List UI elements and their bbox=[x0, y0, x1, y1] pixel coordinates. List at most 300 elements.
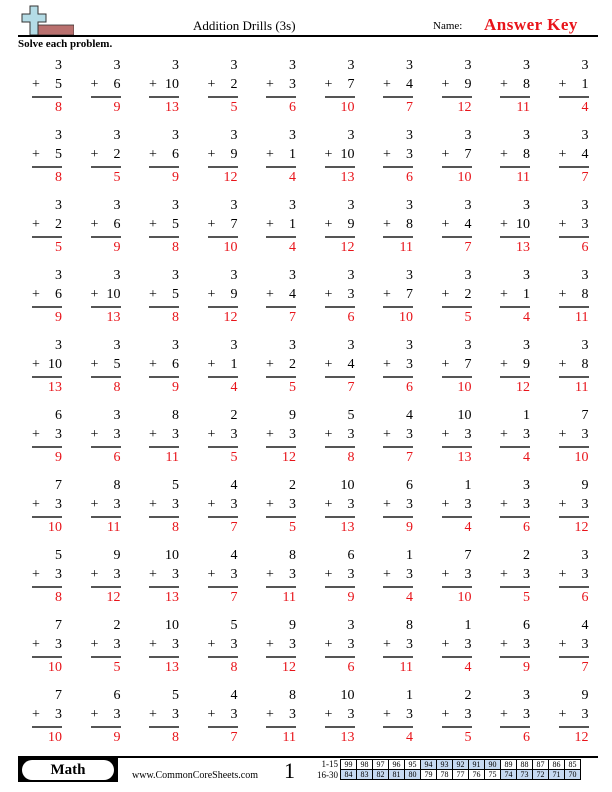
score-cell: 99 bbox=[341, 760, 357, 770]
addition-problem bbox=[208, 268, 238, 336]
operator: + bbox=[383, 217, 391, 232]
score-row bbox=[341, 770, 581, 780]
operator: + bbox=[324, 287, 333, 302]
top-number: 3 bbox=[347, 618, 355, 633]
addend: 5 bbox=[55, 147, 62, 162]
addition-problem bbox=[266, 688, 296, 756]
addend: 1 bbox=[230, 357, 238, 372]
operator: + bbox=[558, 147, 567, 162]
sum-line bbox=[149, 166, 179, 168]
operator: + bbox=[32, 707, 40, 722]
addend: 3 bbox=[347, 427, 355, 442]
addition-problem bbox=[383, 198, 413, 266]
addend: 3 bbox=[347, 567, 355, 582]
answer: 5 bbox=[230, 450, 238, 465]
sum-line bbox=[559, 96, 589, 98]
addition-problem bbox=[208, 128, 238, 196]
top-number: 3 bbox=[581, 58, 589, 73]
sum-line bbox=[500, 656, 530, 658]
answer: 4 bbox=[406, 590, 413, 605]
problem-row bbox=[18, 478, 598, 548]
score-cell: 76 bbox=[469, 770, 485, 780]
addition-problem bbox=[208, 478, 238, 546]
answer: 6 bbox=[523, 520, 530, 535]
top-number: 5 bbox=[230, 618, 238, 633]
operator: + bbox=[149, 707, 157, 722]
sum-line bbox=[91, 236, 121, 238]
addend: 1 bbox=[289, 147, 296, 162]
addition-problem bbox=[149, 58, 179, 126]
sum-line bbox=[149, 586, 179, 588]
answer: 9 bbox=[406, 520, 413, 535]
answer: 7 bbox=[581, 170, 589, 185]
addend: 3 bbox=[523, 427, 530, 442]
answer: 9 bbox=[172, 170, 179, 185]
operator: + bbox=[90, 287, 99, 302]
addition-problem bbox=[500, 618, 530, 686]
answer: 8 bbox=[172, 730, 179, 745]
sum-line bbox=[442, 376, 472, 378]
addend: 4 bbox=[289, 287, 296, 302]
addend: 3 bbox=[55, 427, 62, 442]
top-number: 4 bbox=[230, 688, 238, 703]
addition-problem bbox=[325, 268, 355, 336]
page-number: 1 bbox=[284, 758, 295, 783]
addend: 3 bbox=[464, 637, 472, 652]
addend: 3 bbox=[464, 567, 472, 582]
top-number: 6 bbox=[523, 618, 530, 633]
sum-line bbox=[266, 166, 296, 168]
answer: 10 bbox=[48, 520, 62, 535]
score-range-label: 1-15 bbox=[321, 759, 338, 769]
top-number: 9 bbox=[113, 548, 121, 563]
top-number: 10 bbox=[340, 688, 355, 703]
problem-row bbox=[18, 128, 598, 198]
sum-line bbox=[442, 656, 472, 658]
addition-problem bbox=[208, 198, 238, 266]
answer: 10 bbox=[457, 590, 472, 605]
sum-line bbox=[442, 446, 472, 448]
sum-line bbox=[383, 446, 413, 448]
sum-line bbox=[442, 726, 472, 728]
top-number: 3 bbox=[523, 58, 530, 73]
sum-line bbox=[208, 376, 238, 378]
top-number: 3 bbox=[581, 128, 589, 143]
operator: + bbox=[500, 427, 508, 442]
sum-line bbox=[266, 236, 296, 238]
operator: + bbox=[558, 287, 567, 302]
top-number: 9 bbox=[289, 618, 296, 633]
sum-line bbox=[149, 236, 179, 238]
addition-problem bbox=[500, 198, 530, 266]
addition-problem bbox=[208, 548, 238, 616]
operator: + bbox=[500, 567, 508, 582]
operator: + bbox=[324, 567, 333, 582]
addend: 3 bbox=[55, 637, 62, 652]
addition-problem bbox=[32, 618, 62, 686]
score-cell: 80 bbox=[405, 770, 421, 780]
answer: 5 bbox=[464, 730, 472, 745]
operator: + bbox=[149, 147, 157, 162]
addend: 2 bbox=[289, 357, 296, 372]
sum-line bbox=[383, 656, 413, 658]
operator: + bbox=[32, 637, 40, 652]
top-number: 3 bbox=[113, 128, 121, 143]
top-number: 3 bbox=[113, 408, 121, 423]
addend: 3 bbox=[406, 707, 413, 722]
score-cell: 98 bbox=[357, 760, 373, 770]
answer: 7 bbox=[406, 100, 413, 115]
addition-problem bbox=[32, 128, 62, 196]
addend: 3 bbox=[289, 637, 296, 652]
addend: 5 bbox=[172, 287, 179, 302]
operator: + bbox=[324, 77, 333, 92]
operator: + bbox=[324, 357, 333, 372]
top-number: 3 bbox=[581, 268, 589, 283]
addend: 4 bbox=[464, 217, 472, 232]
sum-line bbox=[91, 376, 121, 378]
score-cell: 92 bbox=[453, 760, 469, 770]
answer: 9 bbox=[172, 380, 179, 395]
top-number: 8 bbox=[406, 618, 413, 633]
top-number: 3 bbox=[289, 198, 296, 213]
addition-problem bbox=[208, 58, 238, 126]
addend: 3 bbox=[230, 567, 238, 582]
operator: + bbox=[32, 287, 40, 302]
addition-problem bbox=[208, 338, 238, 406]
top-number: 3 bbox=[347, 338, 355, 353]
top-number: 3 bbox=[230, 58, 238, 73]
answer: 4 bbox=[523, 450, 530, 465]
addend: 3 bbox=[464, 427, 472, 442]
operator: + bbox=[383, 427, 391, 442]
operator: + bbox=[207, 217, 216, 232]
score-cell: 77 bbox=[453, 770, 469, 780]
sum-line bbox=[442, 166, 472, 168]
problem-row bbox=[18, 688, 598, 758]
answer: 8 bbox=[347, 450, 355, 465]
addition-problem bbox=[500, 338, 530, 406]
addition-problem bbox=[383, 548, 413, 616]
operator: + bbox=[383, 287, 391, 302]
addend: 3 bbox=[347, 287, 355, 302]
addend: 9 bbox=[464, 77, 472, 92]
answer: 8 bbox=[172, 520, 179, 535]
operator: + bbox=[558, 357, 567, 372]
operator: + bbox=[207, 637, 216, 652]
sum-line bbox=[325, 586, 355, 588]
answer: 10 bbox=[48, 660, 62, 675]
answer: 10 bbox=[340, 100, 355, 115]
sum-line bbox=[149, 306, 179, 308]
score-cell: 83 bbox=[357, 770, 373, 780]
addition-problem bbox=[266, 338, 296, 406]
answer: 7 bbox=[230, 590, 238, 605]
subject-label: Math bbox=[22, 760, 114, 780]
worksheet-title: Addition Drills (3s) bbox=[193, 18, 296, 33]
addition-problem bbox=[442, 548, 472, 616]
sum-line bbox=[500, 446, 530, 448]
addend: 3 bbox=[113, 567, 121, 582]
addend: 3 bbox=[347, 707, 355, 722]
sum-line bbox=[208, 96, 238, 98]
addition-problem bbox=[325, 338, 355, 406]
operator: + bbox=[324, 427, 333, 442]
top-number: 3 bbox=[55, 128, 62, 143]
addend: 3 bbox=[230, 427, 238, 442]
top-number: 3 bbox=[289, 268, 296, 283]
top-number: 4 bbox=[581, 618, 589, 633]
answer: 10 bbox=[48, 730, 62, 745]
sum-line bbox=[383, 726, 413, 728]
addend: 4 bbox=[406, 77, 413, 92]
addition-problem bbox=[442, 408, 472, 476]
top-number: 10 bbox=[165, 618, 179, 633]
addition-problem bbox=[559, 618, 589, 686]
addend: 6 bbox=[55, 287, 62, 302]
top-number: 3 bbox=[406, 198, 413, 213]
addition-problem bbox=[32, 58, 62, 126]
addition-problem bbox=[442, 478, 472, 546]
operator: + bbox=[207, 287, 216, 302]
addition-problem bbox=[500, 408, 530, 476]
top-number: 8 bbox=[289, 548, 296, 563]
answer: 9 bbox=[347, 590, 355, 605]
answer: 6 bbox=[347, 310, 355, 325]
top-number: 3 bbox=[523, 128, 530, 143]
top-number: 3 bbox=[464, 338, 472, 353]
score-cell: 82 bbox=[373, 770, 389, 780]
operator: + bbox=[324, 217, 333, 232]
answer: 9 bbox=[55, 310, 62, 325]
operator: + bbox=[207, 427, 216, 442]
score-cell: 88 bbox=[517, 760, 533, 770]
addend: 3 bbox=[113, 427, 121, 442]
top-number: 3 bbox=[289, 338, 296, 353]
answer: 9 bbox=[113, 100, 121, 115]
top-number: 9 bbox=[581, 478, 589, 493]
addition-problem bbox=[325, 478, 355, 546]
score-cell: 84 bbox=[341, 770, 357, 780]
operator: + bbox=[149, 357, 157, 372]
operator: + bbox=[558, 427, 567, 442]
operator: + bbox=[383, 707, 391, 722]
top-number: 7 bbox=[55, 688, 62, 703]
sum-line bbox=[559, 166, 589, 168]
top-number: 2 bbox=[523, 548, 530, 563]
sum-line bbox=[442, 586, 472, 588]
addition-problem bbox=[149, 688, 179, 756]
answer: 6 bbox=[113, 450, 121, 465]
top-number: 10 bbox=[165, 548, 179, 563]
addition-problem bbox=[91, 268, 121, 336]
answer: 13 bbox=[165, 660, 179, 675]
addend: 10 bbox=[340, 147, 355, 162]
answer-key-label: Answer Key bbox=[484, 15, 578, 34]
answer: 9 bbox=[523, 660, 530, 675]
operator: + bbox=[558, 77, 567, 92]
answer: 13 bbox=[340, 730, 355, 745]
sum-line bbox=[149, 446, 179, 448]
sum-line bbox=[442, 306, 472, 308]
addend: 8 bbox=[523, 147, 530, 162]
operator: + bbox=[32, 427, 40, 442]
addend: 3 bbox=[230, 497, 238, 512]
sum-line bbox=[32, 586, 62, 588]
answer: 12 bbox=[223, 310, 238, 325]
top-number: 4 bbox=[230, 478, 238, 493]
header-divider bbox=[18, 35, 598, 37]
addition-problem bbox=[383, 58, 413, 126]
answer: 6 bbox=[406, 380, 413, 395]
sum-line bbox=[91, 306, 121, 308]
addend: 6 bbox=[113, 77, 121, 92]
instructions: Solve each problem. bbox=[18, 38, 113, 50]
answer: 8 bbox=[230, 660, 238, 675]
top-number: 2 bbox=[289, 478, 296, 493]
sum-line bbox=[559, 586, 589, 588]
addend: 9 bbox=[230, 287, 238, 302]
addition-problem bbox=[32, 408, 62, 476]
answer: 12 bbox=[223, 170, 238, 185]
addition-problem bbox=[559, 548, 589, 616]
addition-problem bbox=[149, 618, 179, 686]
addend: 10 bbox=[165, 77, 179, 92]
sum-line bbox=[149, 376, 179, 378]
addend: 3 bbox=[347, 637, 355, 652]
addition-problem bbox=[91, 198, 121, 266]
top-number: 6 bbox=[55, 408, 62, 423]
operator: + bbox=[149, 637, 157, 652]
operator: + bbox=[441, 497, 450, 512]
answer: 11 bbox=[399, 660, 413, 675]
addition-problem bbox=[149, 268, 179, 336]
operator: + bbox=[207, 77, 216, 92]
sum-line bbox=[559, 446, 589, 448]
sum-line bbox=[559, 726, 589, 728]
sum-line bbox=[325, 516, 355, 518]
answer: 13 bbox=[48, 380, 62, 395]
answer: 8 bbox=[172, 310, 179, 325]
worksheet-header bbox=[18, 0, 598, 36]
score-cell: 89 bbox=[501, 760, 517, 770]
operator: + bbox=[149, 567, 157, 582]
addend: 1 bbox=[523, 287, 530, 302]
score-row bbox=[341, 760, 581, 770]
answer: 4 bbox=[289, 240, 296, 255]
operator: + bbox=[90, 147, 99, 162]
website-link[interactable]: www.CommonCoreSheets.com bbox=[132, 770, 259, 781]
addition-problem bbox=[383, 128, 413, 196]
operator: + bbox=[500, 637, 508, 652]
operator: + bbox=[558, 637, 567, 652]
addition-problem bbox=[325, 128, 355, 196]
addend: 3 bbox=[55, 567, 62, 582]
sum-line bbox=[266, 446, 296, 448]
addend: 3 bbox=[55, 707, 62, 722]
addition-problem bbox=[149, 198, 179, 266]
addend: 3 bbox=[55, 497, 62, 512]
sum-line bbox=[91, 656, 121, 658]
top-number: 3 bbox=[523, 268, 530, 283]
answer: 5 bbox=[523, 590, 530, 605]
addition-problem bbox=[559, 688, 589, 756]
operator: + bbox=[207, 497, 216, 512]
answer: 6 bbox=[523, 730, 530, 745]
score-cell: 71 bbox=[549, 770, 565, 780]
addition-problem bbox=[442, 688, 472, 756]
answer: 6 bbox=[289, 100, 296, 115]
operator: + bbox=[149, 497, 157, 512]
addition-problem bbox=[91, 338, 121, 406]
addend: 3 bbox=[464, 707, 472, 722]
operator: + bbox=[324, 707, 333, 722]
addition-problem bbox=[32, 478, 62, 546]
problem-row bbox=[18, 618, 598, 688]
addend: 9 bbox=[347, 217, 355, 232]
answer: 13 bbox=[165, 100, 179, 115]
operator: + bbox=[441, 147, 450, 162]
addend: 3 bbox=[581, 427, 589, 442]
sum-line bbox=[559, 656, 589, 658]
addition-problem bbox=[91, 408, 121, 476]
addition-problem bbox=[91, 128, 121, 196]
top-number: 1 bbox=[406, 548, 413, 563]
addition-problem bbox=[559, 198, 589, 266]
addend: 1 bbox=[581, 77, 589, 92]
top-number: 1 bbox=[523, 408, 530, 423]
addend: 10 bbox=[48, 357, 62, 372]
sum-line bbox=[559, 376, 589, 378]
addend: 3 bbox=[289, 77, 296, 92]
addition-problem bbox=[383, 408, 413, 476]
addition-problem bbox=[91, 618, 121, 686]
answer: 4 bbox=[230, 380, 238, 395]
answer: 13 bbox=[340, 170, 355, 185]
sum-line bbox=[91, 96, 121, 98]
answer: 5 bbox=[113, 170, 121, 185]
addend: 2 bbox=[55, 217, 62, 232]
answer: 11 bbox=[575, 380, 589, 395]
score-cell: 85 bbox=[565, 760, 581, 770]
answer: 12 bbox=[282, 660, 296, 675]
sum-line bbox=[91, 166, 121, 168]
addend: 5 bbox=[55, 77, 62, 92]
addition-problem bbox=[325, 198, 355, 266]
addend: 9 bbox=[230, 147, 238, 162]
addend: 7 bbox=[230, 217, 238, 232]
score-cell: 96 bbox=[389, 760, 405, 770]
answer: 11 bbox=[575, 310, 589, 325]
top-number: 10 bbox=[340, 478, 355, 493]
operator: + bbox=[207, 567, 216, 582]
answer: 12 bbox=[106, 590, 121, 605]
answer: 12 bbox=[574, 730, 589, 745]
top-number: 1 bbox=[406, 688, 413, 703]
addend: 6 bbox=[172, 147, 179, 162]
answer: 4 bbox=[523, 310, 530, 325]
addition-problem bbox=[208, 408, 238, 476]
sum-line bbox=[91, 446, 121, 448]
answer: 7 bbox=[406, 450, 413, 465]
sum-line bbox=[500, 586, 530, 588]
operator: + bbox=[266, 147, 274, 162]
answer: 5 bbox=[289, 520, 296, 535]
sum-line bbox=[559, 306, 589, 308]
addition-problem bbox=[32, 688, 62, 756]
sum-line bbox=[266, 376, 296, 378]
score-cell: 79 bbox=[421, 770, 437, 780]
